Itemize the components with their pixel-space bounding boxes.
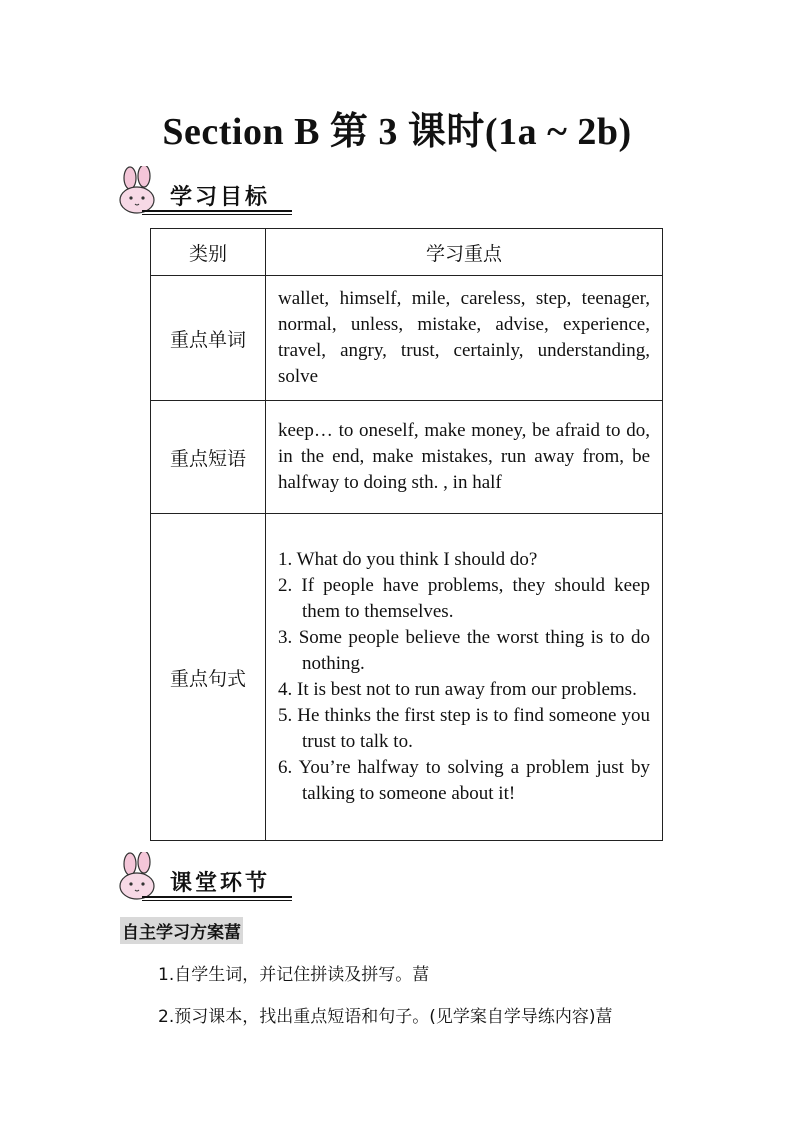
self-study-step: 2.预习课本，找出重点短语和句子。(见学案自学导练内容)葍 [158, 1007, 613, 1027]
table-header-row [151, 229, 663, 276]
section-label: 课堂环节 [170, 871, 271, 896]
list-item: 1. What do you think I should do? [278, 549, 538, 570]
section-header-goals [116, 166, 296, 222]
section-label: 学习目标 [170, 185, 271, 210]
row-content: wallet, himself, mile, careless, step, teenager, normal, unless, mistake, advise, experience, travel, angry, trust, certainly, understanding, solve [266, 276, 663, 401]
section-underline-thin [142, 900, 292, 901]
header-focus: 学习重点 [266, 229, 663, 276]
list-item: 4. It is best not to run away from our problems. [278, 679, 637, 700]
bunny-badge-icon [116, 166, 160, 216]
list-item: 6. You’re halfway to solving a problem just by talking to someone about it! [278, 757, 650, 804]
table-row [151, 276, 663, 401]
bunny-badge-icon [116, 852, 160, 902]
section-underline-thin [142, 214, 292, 215]
table-row [151, 401, 663, 514]
section-underline [142, 210, 292, 212]
row-content [266, 514, 663, 841]
row-content: keep… to oneself, make money, be afraid to do, in the end, make mistakes, run away from, be halfway to doing sth. , in half [266, 401, 663, 514]
list-item: 2. If people have problems, they should keep them to themselves. [278, 575, 650, 622]
section-underline [142, 896, 292, 898]
key-sentence-list [278, 547, 650, 807]
study-goals-table [150, 228, 663, 841]
table-row [151, 514, 663, 841]
list-item: 3. Some people believe the worst thing is to do nothing. [278, 627, 650, 674]
self-study-title: 自主学习方案葍 [120, 917, 243, 944]
row-category: 重点句式 [151, 514, 266, 841]
row-category: 重点短语 [151, 401, 266, 514]
list-item: 5. He thinks the first step is to find someone you trust to talk to. [278, 705, 650, 752]
row-category: 重点单词 [151, 276, 266, 401]
section-header-classroom [116, 852, 296, 908]
page-title: Section B 第 3 课时(1a ~ 2b) [162, 111, 632, 153]
self-study-step: 1.自学生词，并记住拼读及拼写。葍 [158, 965, 430, 985]
header-category: 类别 [151, 229, 266, 276]
